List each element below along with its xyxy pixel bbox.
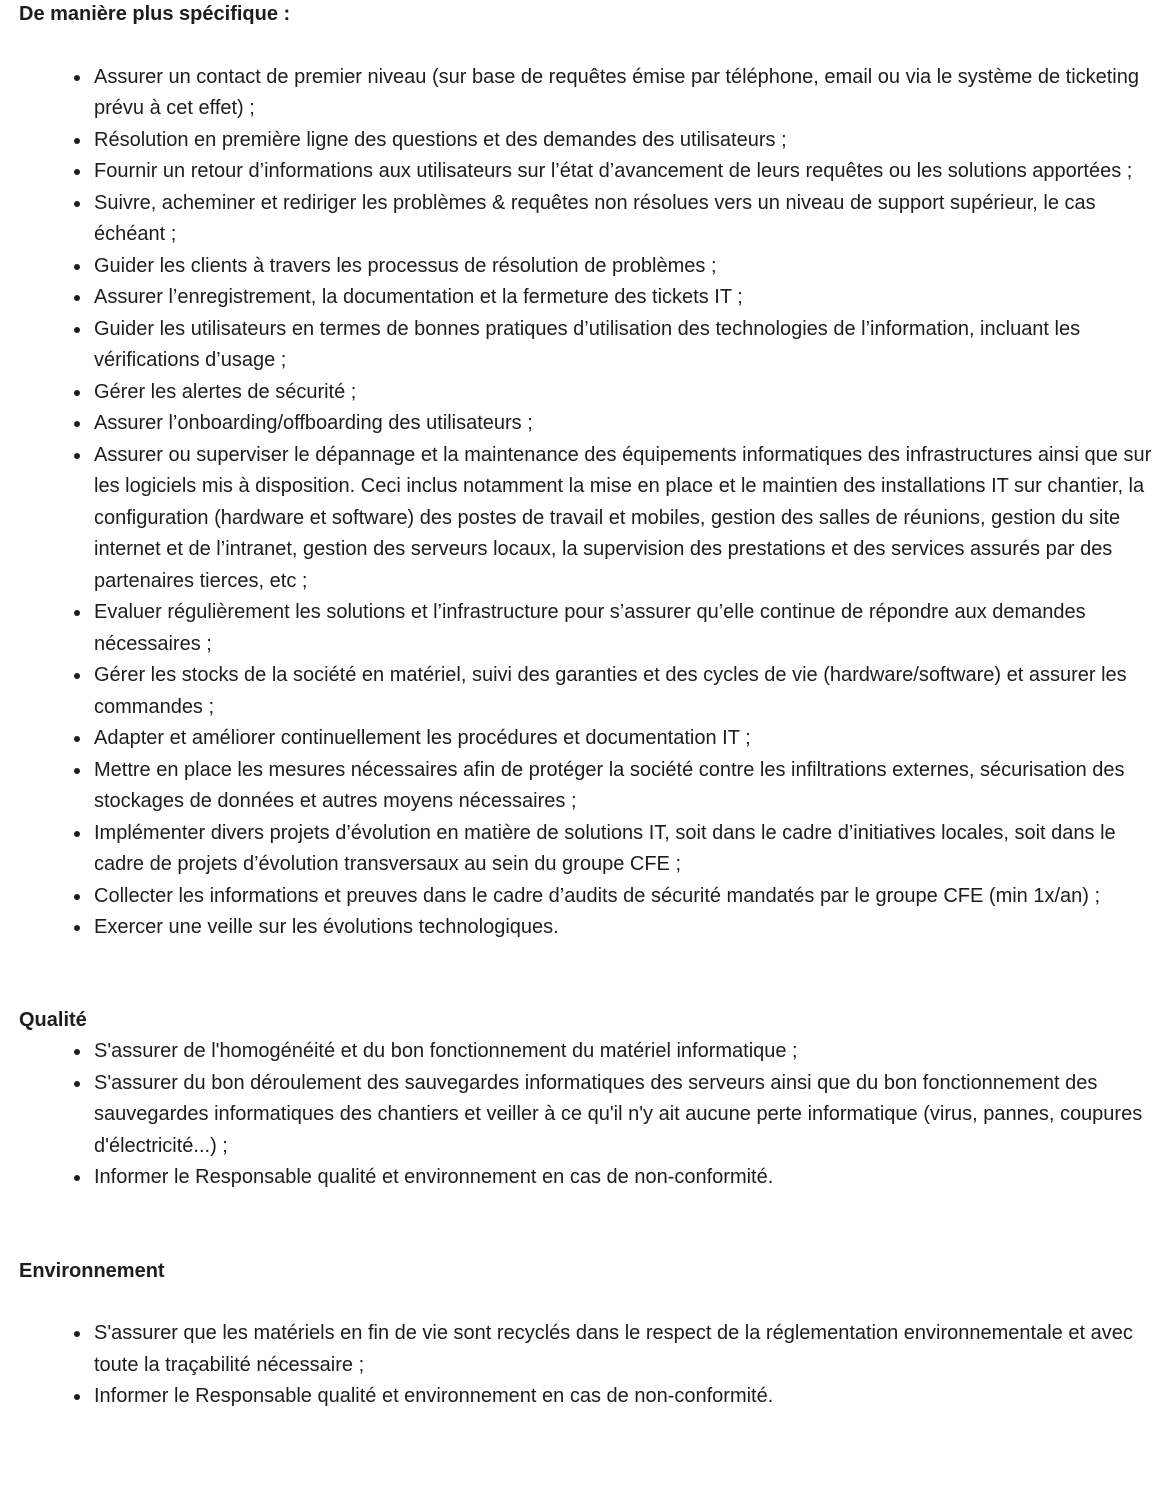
list-item: Fournir un retour d’informations aux utilisateurs sur l’état d’avancement de leurs requêtes ou les solutions apportées ; bbox=[94, 156, 1158, 188]
list-item: S'assurer que les matériels en fin de vie sont recyclés dans le respect de la réglementation environnementale et avec toute la traçabilité nécessaire ; bbox=[94, 1318, 1158, 1381]
list-item: Exercer une veille sur les évolutions technologiques. bbox=[94, 912, 1158, 944]
list-item: Assurer un contact de premier niveau (sur base de requêtes émise par téléphone, email ou via le système de ticketing prévu à cet effet) ; bbox=[94, 62, 1158, 125]
list-item: Résolution en première ligne des questions et des demandes des utilisateurs ; bbox=[94, 125, 1158, 157]
section-heading-specific: De manière plus spécifique : bbox=[19, 3, 291, 25]
list-item: Informer le Responsable qualité et environnement en cas de non-conformité. bbox=[94, 1381, 1158, 1413]
section-heading-environment: Environnement bbox=[19, 1259, 165, 1282]
list-item: Guider les utilisateurs en termes de bonnes pratiques d’utilisation des technologies de l’information, incluant les vérifications d’usage ; bbox=[94, 314, 1158, 377]
list-item: Evaluer régulièrement les solutions et l’infrastructure pour s’assurer qu’elle continue de répondre aux demandes nécessaires ; bbox=[94, 597, 1158, 660]
list-item: Adapter et améliorer continuellement les procédures et documentation IT ; bbox=[94, 723, 1158, 755]
list-item: Mettre en place les mesures nécessaires afin de protéger la société contre les infiltrations externes, sécurisation des stockages de données et autres moyens nécessaires ; bbox=[94, 755, 1158, 818]
list-item: S'assurer du bon déroulement des sauvegardes informatiques des serveurs ainsi que du bon fonctionnement des sauvegardes informatiques des chantiers et veiller à ce qu'il n'y ait aucune perte informatique (virus, pannes, coupures d'électricité...) ; bbox=[94, 1068, 1158, 1163]
bullet-list-environment bbox=[19, 1318, 1158, 1413]
list-item: Gérer les stocks de la société en matériel, suivi des garanties et des cycles de vie (hardware/software) et assurer les commandes ; bbox=[94, 660, 1158, 723]
list-item: Assurer l’enregistrement, la documentation et la fermeture des tickets IT ; bbox=[94, 282, 1158, 314]
list-item: Gérer les alertes de sécurité ; bbox=[94, 377, 1158, 409]
list-item: Informer le Responsable qualité et environnement en cas de non-conformité. bbox=[94, 1162, 1158, 1194]
section-heading-quality: Qualité bbox=[19, 1008, 87, 1031]
list-item: Assurer ou superviser le dépannage et la maintenance des équipements informatiques des infrastructures ainsi que sur les logiciels mis à disposition. Ceci inclus notamment la mise en place et le maintien des installations IT sur chantier, la configuration (hardware et software) des postes de travail et mobiles, gestion des salles de réunions, gestion du site internet et de l’intranet, gestion des serveurs locaux, la supervision des prestations et des services assurés par des partenaires tierces, etc ; bbox=[94, 440, 1158, 598]
bullet-list-specific bbox=[19, 62, 1158, 944]
list-item: Guider les clients à travers les processus de résolution de problèmes ; bbox=[94, 251, 1158, 283]
bullet-list-quality bbox=[19, 1036, 1158, 1194]
list-item: Suivre, acheminer et rediriger les problèmes & requêtes non résolues vers un niveau de support supérieur, le cas échéant ; bbox=[94, 188, 1158, 251]
list-item: Assurer l’onboarding/offboarding des utilisateurs ; bbox=[94, 408, 1158, 440]
list-item: S'assurer de l'homogénéité et du bon fonctionnement du matériel informatique ; bbox=[94, 1036, 1158, 1068]
list-item: Collecter les informations et preuves dans le cadre d’audits de sécurité mandatés par le groupe CFE (min 1x/an) ; bbox=[94, 881, 1158, 913]
list-item: Implémenter divers projets d’évolution en matière de solutions IT, soit dans le cadre d’initiatives locales, soit dans le cadre de projets d’évolution transversaux au sein du groupe CFE ; bbox=[94, 818, 1158, 881]
